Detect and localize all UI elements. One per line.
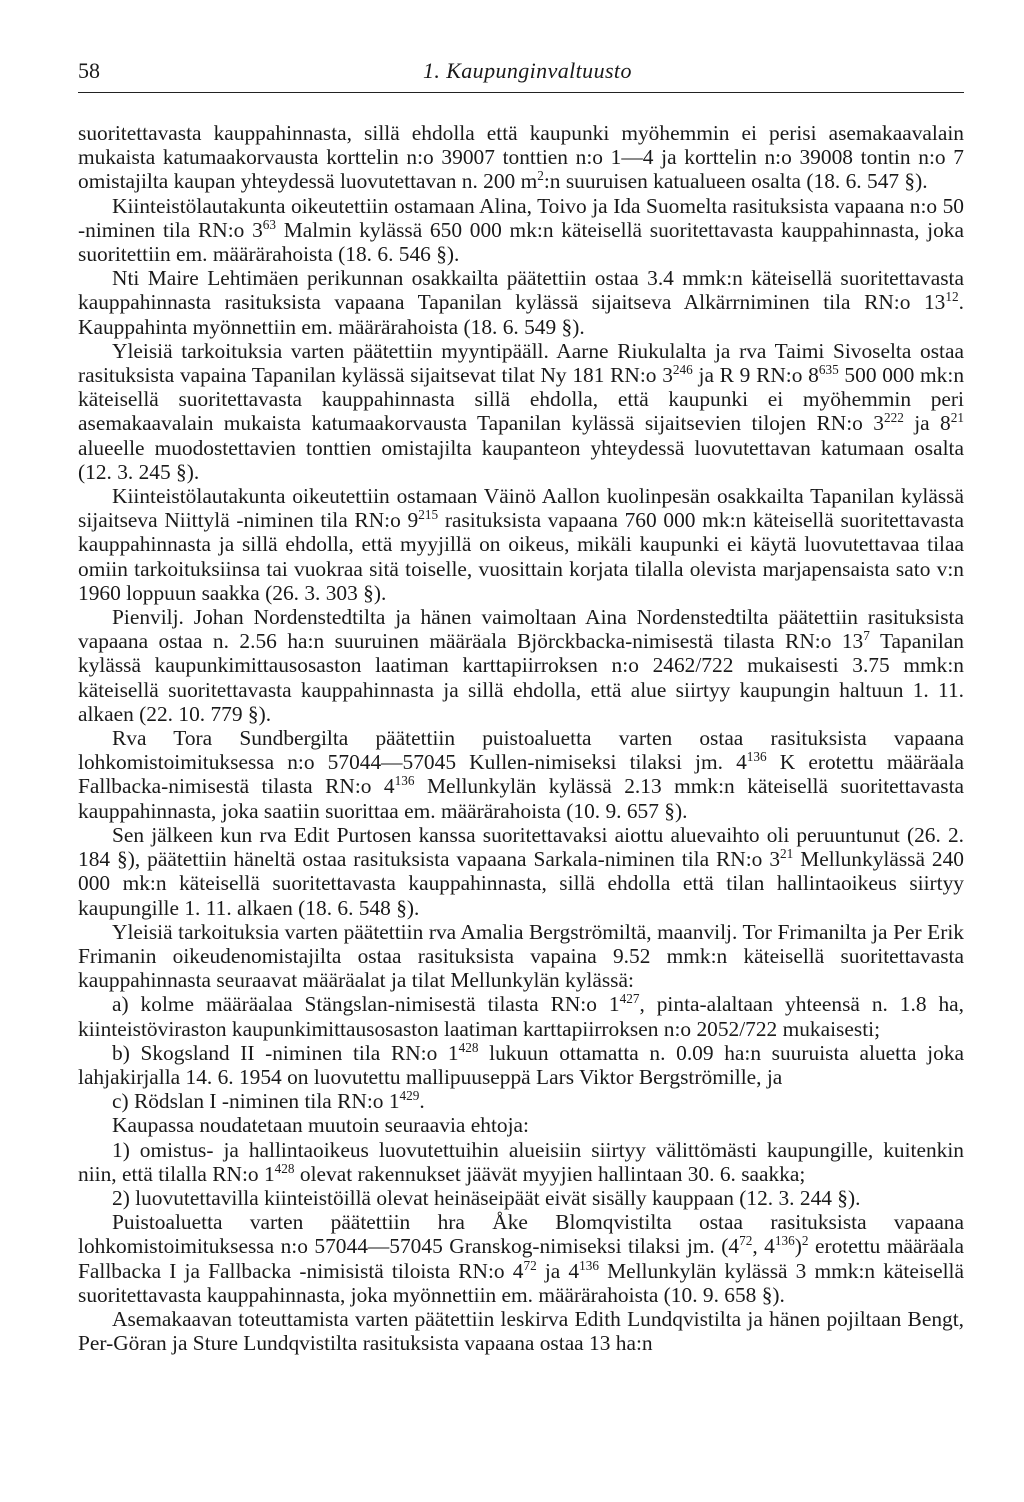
- paragraph: 2) luovutettavilla kiinteistöillä olevat heinäseipäät eivät sisälly kauppaan (12. 3. 244 §).: [112, 1185, 861, 1210]
- paragraph: Puistoaluetta varten päätettiin hra Åke Blomqvistilta ostaa rasituksista vapaana lohkomistoimituksessa n:o 57044—57045 Granskog-nimiseksi tilaksi jm. ($4^{72}$, $4^{136})^2$ erotettu määräala Fallbacka I ja Fallbacka -nimisistä tiloista RN:o $4^{72}$ ja $4^{136}$ Mellunkylän kylässä 3 mmk:n käteisellä suoritettavasta kauppahinnasta, joka myönnettiin em. määrärahoista (10. 9. 658 §).: [78, 1210, 965, 1307]
- page-header: [78, 58, 964, 93]
- superscript: 72: [739, 1233, 753, 1249]
- superscript: 21: [950, 410, 964, 426]
- superscript: 427: [619, 991, 640, 1007]
- superscript: 428: [274, 1160, 295, 1176]
- superscript: 635: [818, 361, 839, 377]
- paragraph: a) kolme määräalaa Stängslan-nimisestä tilasta RN:o $1^{427}$, pinta-alaltaan yhteensä n. 1.8 ha, kiinteistöviraston kaupunkimittausosaston laatiman karttapiirroksen n:o 2052/722 mukaisesti;: [78, 991, 965, 1041]
- page-number: 58: [78, 58, 100, 83]
- superscript: 63: [262, 216, 277, 232]
- superscript: 429: [399, 1088, 420, 1103]
- paragraph: Yleisiä tarkoituksia varten päätettiin myyntipääll. Aarne Riukulalta ja rva Taimi Sivoselta ostaa rasituksista vapaina Tapanilan kylässä sijaitsevat tilat Ny 181 RN:o $3^{246}$ ja R 9 RN:o $8^{635}$ 500 000 mk:n käteisellä suoritettavasta kauppahinnasta sillä ehdolla, että kaupunki ei myöhemmin peri asemakaavalain mukaista katumaakorvausta Tapanilan kylässä sijaitsevien tilojen RN:o $3^{222}$ ja $8^{21}$ alueelle muodostettavien tonttien omistajilta kaupanteon yhteydessä luovutettavan katumaan osalta (12. 3. 245 §).: [78, 338, 965, 484]
- paragraph: suoritettavasta kauppahinnasta, sillä ehdolla että kaupunki myöhemmin ei perisi asemakaavalain mukaista katumaakorvausta korttelin n:o 39007 tonttien n:o 1—4 ja korttelin n:o 39008 tontin n:o 7 omistajilta kaupan yhteydessä luovutettavan n. 200 $m^2:n$ suuruisen katualueen osalta (18. 6. 547 §).: [78, 121, 964, 194]
- superscript: 215: [418, 507, 439, 523]
- superscript: 2: [537, 168, 544, 184]
- superscript: 7: [863, 628, 870, 644]
- paragraph: Kiinteistölautakunta oikeutettiin ostamaan Väinö Aallon kuolinpesän osakkailta Tapanilan kylässä sijaitseva Niittylä -niminen tila RN:o $9^{215}$ rasituksista vapaana 760 000 mk:n käteisellä suoritettavasta kauppahinnasta ja sillä ehdolla, että myyjillä on oikeus, mikäli kaupunki ei käytä luovutettavaa tilaa omiin tarkoituksiinsa tai vuokraa sitä toiselle, vuosittain korjata tilalla olevista marjapensaista sato v:n 1960 loppuun saakka (26. 3. 303 §).: [78, 484, 964, 605]
- superscript: 136: [746, 749, 767, 765]
- document-page: [78, 58, 964, 1355]
- paragraph: Nti Maire Lehtimäen perikunnan osakkailta päätettiin ostaa 3.4 mmk:n käteisellä suoritettavasta kauppahinnasta rasituksista vapaana Tapanilan kylässä sijaitseva Alkärrniminen tila RN:o $13^{12}$. Kauppahinta myönnettiin em. määrärahoista (18. 6. 549 §).: [78, 266, 964, 339]
- paragraph: c) Rödslan I -niminen tila RN:o $1^{429}$.: [112, 1088, 425, 1114]
- superscript: 2: [801, 1233, 809, 1249]
- paragraph: Kiinteistölautakunta oikeutettiin ostamaan Alina, Toivo ja Ida Suomelta rasituksista vapaana n:o 50 -niminen tila RN:o $3^{63}$ Malmin kylässä 650 000 mk:n käteisellä suoritettavasta kauppahinnasta, joka suoritettiin em. määrärahoista (18. 6. 546 §).: [78, 193, 964, 267]
- superscript: 136: [774, 1233, 795, 1249]
- superscript: 12: [945, 289, 959, 305]
- paragraph: Asemakaavan toteuttamista varten päätettiin leskirva Edith Lundqvistilta ja hänen pojiltaan Bengt, Per-Göran ja Sture Lundqvistilta rasituksista vapaana ostaa 13 ha:n: [78, 1306, 964, 1356]
- superscript: 246: [672, 361, 693, 377]
- superscript: 21: [780, 845, 794, 861]
- paragraph: Rva Tora Sundbergilta päätettiin puistoaluetta varten ostaa rasituksista vapaana lohkomistoimituksessa n:o 57044—57045 Kullen-nimiseksi tilaksi jm. $4^{136}$ K erotettu määräala Fallbacka-nimisestä tilasta RN:o $4^{136}$ Mellunkylän kylässä 2.13 mmk:n käteisellä suoritettavasta kauppahinnasta, joka saatiin suorittaa em. määrärahoista (10. 9. 657 §).: [78, 726, 965, 823]
- superscript: 222: [883, 410, 904, 426]
- body-text: [78, 121, 964, 1355]
- paragraph: Pienvilj. Johan Nordenstedtilta ja hänen vaimoltaan Aina Nordenstedtilta päätettiin rasituksista vapaana ostaa n. 2.56 ha:n suuruinen määräala Björckbacka-nimisestä tilasta RN:o $13^7$ Tapanilan kylässä kaupunkimittausosaston laatiman karttapiirroksen n:o 2462/722 mukaisesti 3.75 mmk:n käteisellä suoritettavasta kauppahinnasta ja sillä ehdolla, että alue siirtyy kaupungin haltuun 1. 11. alkaen (22. 10. 779 §).: [78, 605, 964, 726]
- paragraph: Sen jälkeen kun rva Edit Purtosen kanssa suoritettavaksi aiottu aluevaihto oli peruuntunut (26. 2. 184 §), päätettiin häneltä ostaa rasituksista vapaana Sarkala-niminen tila RN:o $3^{21}$ Mellunkylässä 240 000 mk:n käteisellä suoritettavasta kauppahinnasta, sillä ehdolla että tilan hallintaoikeus siirtyy kaupungille 1. 11. alkaen (18. 6. 548 §).: [78, 822, 964, 920]
- paragraph: b) Skogsland II -niminen tila RN:o $1^{428}$ lukuun ottamatta n. 0.09 ha:n suuruista aluetta joka lahjakirjalla 14. 6. 1954 on luovutettu mallipuuseppä Lars Viktor Bergströmille, ja: [78, 1039, 965, 1089]
- paragraph: Yleisiä tarkoituksia varten päätettiin rva Amalia Bergströmiltä, maanvilj. Tor Frimanilta ja Per Erik Frimanin oikeudenomistajilta ostaa rasituksista vapaina 9.52 mmk:n käteisellä suoritettavasta kauppahinnasta seuraavat määräalat ja tilat Mellunkylän kylässä:: [78, 919, 964, 993]
- superscript: 72: [523, 1257, 537, 1273]
- superscript: 136: [579, 1257, 599, 1273]
- superscript: 136: [394, 773, 415, 789]
- running-head: 1. Kaupunginvaltuusto: [423, 58, 632, 83]
- paragraph: Kaupassa noudatetaan muutoin seuraavia ehtoja:: [112, 1113, 529, 1138]
- superscript: 428: [458, 1039, 479, 1055]
- paragraph: 1) omistus- ja hallintaoikeus luovutettuihin alueisiin siirtyy välittömästi kaupungille, kuitenkin niin, että tilalla RN:o $1^{428}$ olevat rakennukset jäävät myyjien hallintaan 30. 6. saakka;: [78, 1137, 964, 1186]
